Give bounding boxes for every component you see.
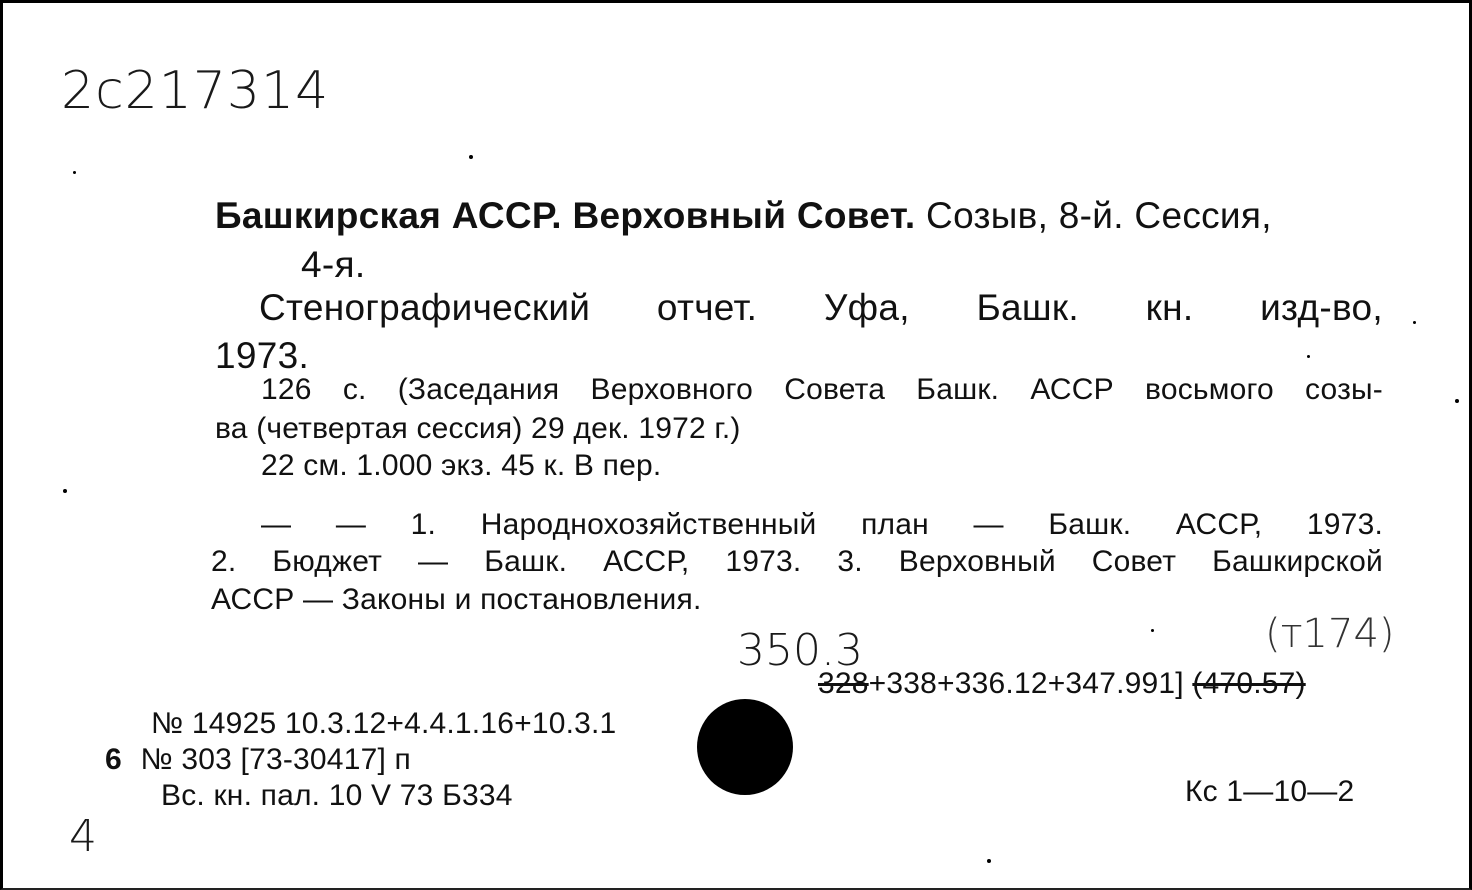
handwritten-bracket-note: (т174) [1265,611,1395,657]
scan-speck [987,859,991,863]
title-line-2: 1973. [215,335,310,376]
index-code: Кс 1—10—2 [1185,775,1355,808]
udc-rest: +338+336.12+347.991] [868,667,1184,700]
scan-speck [1455,399,1459,403]
handwritten-call-number: 2с217314 [61,61,330,121]
handwritten-corner-mark: 4 [69,811,97,862]
order-text: № 303 [73-30417] п [140,743,411,776]
udc-struck-first: 328 [818,667,869,700]
registry-line: Вс. кн. пал. 10 V 73 Б334 [161,779,513,812]
heading-author: Башкирская АССР. Верховный Совет. [215,195,916,236]
order-line [105,743,411,777]
description-line-3: 22 см. 1.000 экз. 45 к. В пер. [261,449,662,482]
scan-speck [63,489,67,493]
heading-rest: Созыв, 8-й. Сессия, [926,195,1272,236]
udc-line [818,667,1306,701]
scan-speck [1413,321,1416,324]
scan-speck [73,171,76,174]
heading-line-1 [215,195,1272,237]
title-line-1: Стенографический отчет. Уфа, Башк. кн. изд-во, [259,287,1383,328]
scan-speck [1151,629,1154,632]
heading-line-2: 4-я. [301,244,366,285]
handwritten-classification: 350.3 [737,625,863,676]
subjects-line-2: 2. Бюджет — Башк. АССР, 1973. 3. Верховный Совет Башкирской [211,545,1383,578]
description-line-1: 126 с. (Заседания Верховного Совета Башк. АССР восьмого созы- [261,373,1383,406]
scan-speck [469,155,473,159]
udc-struck-last: (470.57) [1192,667,1306,700]
number-line: № 14925 10.3.12+4.4.1.16+10.3.1 [151,707,617,740]
subjects-line-3: АССР — Законы и постановления. [211,583,702,616]
punch-hole [697,699,793,795]
description-line-2: ва (четвертая сессия) 29 дек. 1972 г.) [215,412,741,445]
order-prefix: 6 [105,743,122,776]
scan-speck [1307,355,1310,358]
subjects-line-1: — — 1. Народнохозяйственный план — Башк. АССР, 1973. [261,508,1383,541]
